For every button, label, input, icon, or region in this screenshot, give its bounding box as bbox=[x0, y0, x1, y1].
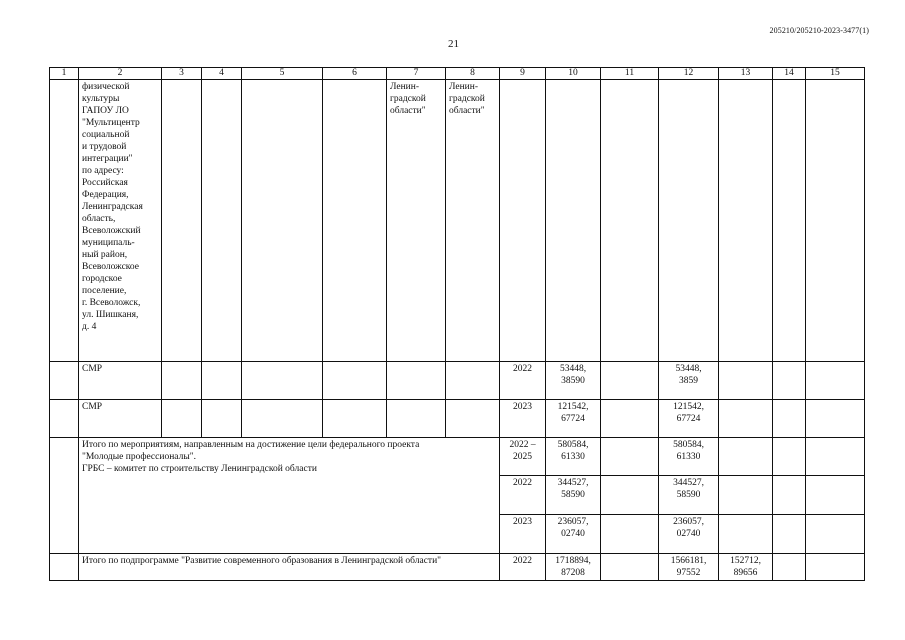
header-row bbox=[50, 68, 865, 80]
value-cell: 121542, 67724 bbox=[673, 402, 704, 424]
year-cell: 2022 bbox=[500, 362, 546, 400]
value-cell: 580584, 61330 bbox=[557, 440, 589, 462]
header-cell: 14 bbox=[773, 68, 806, 80]
total-subprogram-label: Итого по подпрограмме "Развитие современного образования в Ленинградской области" bbox=[79, 554, 500, 581]
header-cell: 1 bbox=[50, 68, 79, 80]
header-cell: 13 bbox=[719, 68, 773, 80]
header-cell: 8 bbox=[446, 68, 500, 80]
header-cell: 4 bbox=[202, 68, 242, 80]
year-cell: 2023 bbox=[500, 515, 546, 554]
region-cell: Ленин- градской области" bbox=[387, 80, 446, 362]
header-cell: 6 bbox=[323, 68, 387, 80]
header-cell: 3 bbox=[162, 68, 202, 80]
region-cell: Ленин- градской области" bbox=[446, 80, 500, 362]
table-row bbox=[50, 80, 865, 362]
row-label: СМР bbox=[79, 362, 162, 400]
value-cell: 1718894, 87208 bbox=[555, 556, 591, 578]
value-cell: 344527, 58590 bbox=[557, 478, 589, 500]
value-cell: 1566181, 97552 bbox=[670, 556, 707, 578]
value-cell: 580584, 61330 bbox=[673, 440, 704, 462]
header-cell: 7 bbox=[387, 68, 446, 80]
header-cell: 12 bbox=[659, 68, 719, 80]
header-cell: 11 bbox=[601, 68, 659, 80]
header-cell: 2 bbox=[79, 68, 162, 80]
object-name-cell: физической культуры ГАПОУ ЛО "Мультицентр социальной и трудовой интеграции" по адресу: Российская Федерация, Ленинградская область, Всеволожский муниципаль- ный район, Всеволожское городское поселение, г. Всеволожск, ул. Шишканя, д. 4 bbox=[79, 80, 162, 362]
value-cell: 53448, 38590 bbox=[559, 364, 587, 386]
budget-table bbox=[49, 67, 865, 581]
header-cell: 9 bbox=[500, 68, 546, 80]
total-project-label: Итого по мероприятиям, направленным на достижение цели федерального проекта "Молодые профессионалы". ГРБС – комитет по строительству Ленинградской области bbox=[82, 440, 420, 474]
header-cell: 15 bbox=[806, 68, 865, 80]
table-row bbox=[50, 400, 865, 438]
header-cell: 5 bbox=[242, 68, 323, 80]
table-row bbox=[50, 438, 865, 476]
row-label: СМР bbox=[79, 400, 162, 438]
value-cell: 152712, 89656 bbox=[730, 556, 761, 578]
value-cell: 121542, 67724 bbox=[557, 402, 589, 424]
document-id: 205210/205210-2023-3477(1) bbox=[769, 26, 869, 35]
year-cell: 2022 – 2025 bbox=[509, 440, 536, 462]
page-number: 21 bbox=[448, 38, 459, 50]
value-cell: 53448, 3859 bbox=[675, 364, 702, 386]
year-cell: 2022 bbox=[500, 554, 546, 581]
header-cell: 10 bbox=[546, 68, 601, 80]
value-cell: 236057, 02740 bbox=[557, 517, 589, 539]
table-row bbox=[50, 554, 865, 581]
value-cell: 344527, 58590 bbox=[673, 478, 704, 500]
year-cell: 2023 bbox=[500, 400, 546, 438]
year-cell: 2022 bbox=[500, 476, 546, 515]
table-row bbox=[50, 362, 865, 400]
value-cell: 236057, 02740 bbox=[673, 517, 704, 539]
